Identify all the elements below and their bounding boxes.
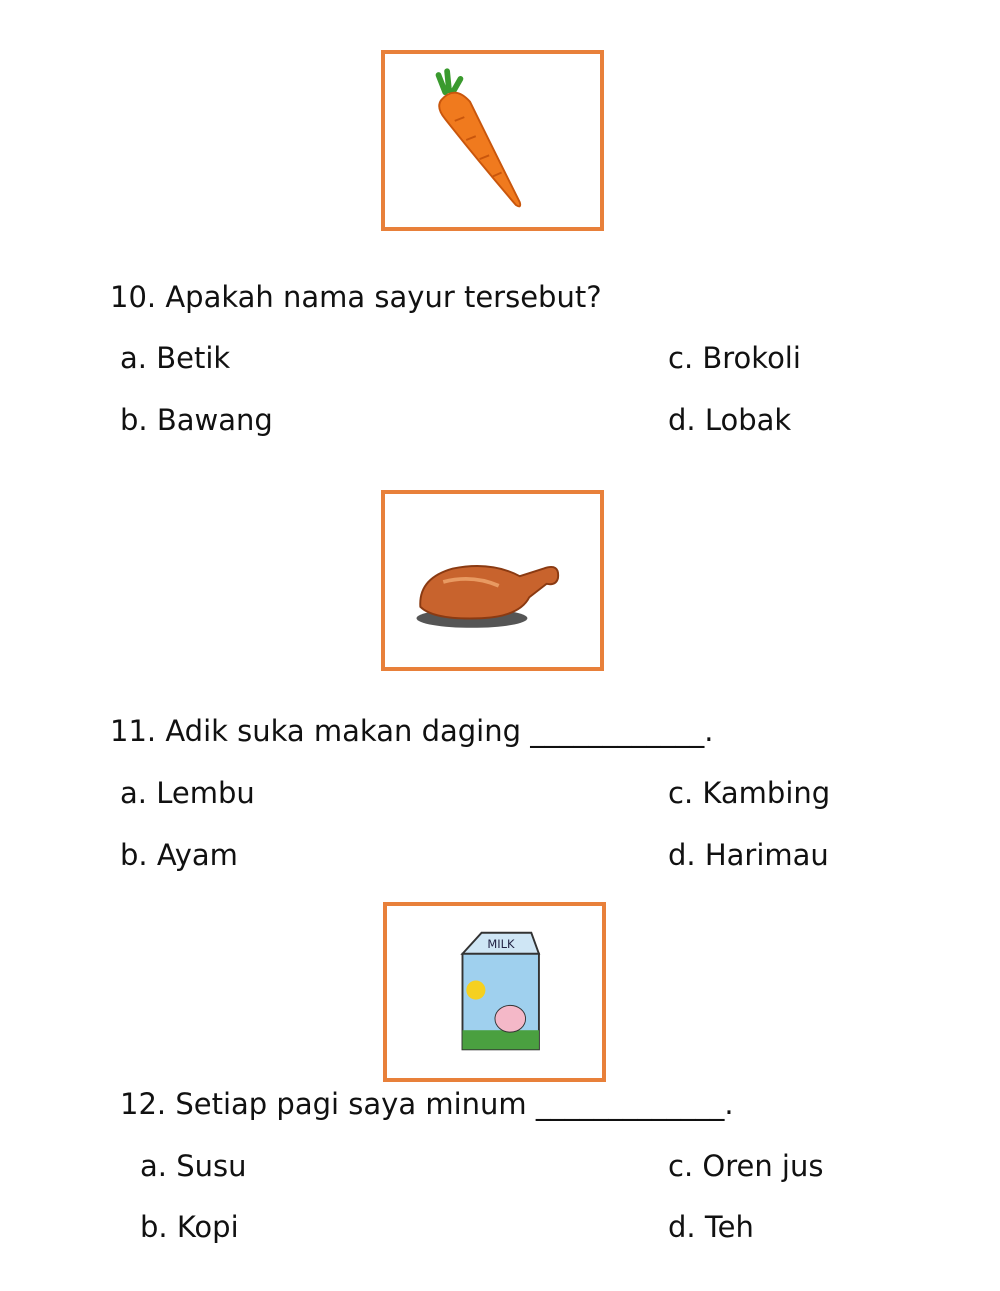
option-c[interactable]: c. Kambing (668, 776, 831, 810)
question-number: 12. (120, 1087, 167, 1121)
option-c[interactable]: c. Brokoli (668, 341, 801, 375)
option-b[interactable]: b. Bawang (120, 403, 273, 437)
question-number: 11. (110, 714, 157, 748)
question-text: Apakah nama sayur tersebut? (165, 280, 602, 314)
option-b[interactable]: b. Kopi (140, 1210, 239, 1244)
question-number: 10. (110, 280, 157, 314)
option-a[interactable]: a. Lembu (120, 776, 255, 810)
milk-carton-icon (387, 906, 602, 1078)
question-12 (120, 1087, 734, 1121)
carrot-image-frame (381, 50, 604, 231)
option-b[interactable]: b. Ayam (120, 838, 238, 872)
carrot-icon (385, 54, 600, 227)
question-text: Adik suka makan daging ____________. (165, 714, 714, 748)
milk-image-frame (383, 902, 606, 1082)
option-c[interactable]: c. Oren jus (668, 1149, 824, 1183)
svg-text:MILK: MILK (487, 937, 515, 952)
question-text: Setiap pagi saya minum _____________. (175, 1087, 734, 1121)
chicken-image-frame (381, 490, 604, 671)
roast-chicken-icon (385, 494, 600, 667)
question-10 (110, 280, 602, 314)
option-d[interactable]: d. Harimau (668, 838, 829, 872)
option-d[interactable]: d. Teh (668, 1210, 754, 1244)
option-a[interactable]: a. Betik (120, 341, 231, 375)
question-11 (110, 714, 714, 748)
option-d[interactable]: d. Lobak (668, 403, 792, 437)
option-a[interactable]: a. Susu (140, 1149, 247, 1183)
